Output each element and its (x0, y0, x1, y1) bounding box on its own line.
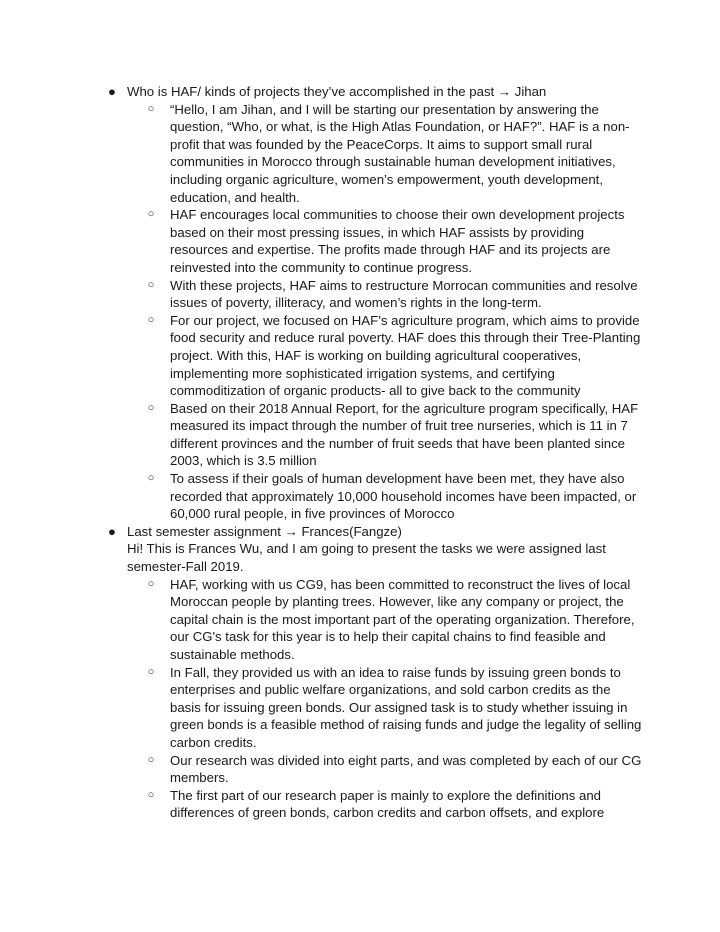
list-item (0, 277, 645, 312)
heading-text: Who is HAF/ kinds of projects they’ve accomplished in the past → Jihan (127, 84, 547, 99)
hollow-bullet-icon: ○ (147, 472, 155, 485)
list-item-text: To assess if their goals of human development have been met, they have also recorded that approximately 10,000 household incomes have been impacted, or 60,000 rural people, in five provinces of Morocco (170, 471, 637, 522)
hollow-bullet-icon: ○ (147, 208, 155, 221)
list-item-text: With these projects, HAF aims to restructure Morrocan communities and resolve issues of poverty, illiteracy, and women’s rights in the long-term. (170, 277, 638, 311)
filled-bullet-icon: ● (108, 523, 116, 539)
hollow-bullet-icon: ○ (147, 753, 155, 766)
list-item-text: In Fall, they provided us with an idea to raise funds by issuing green bonds to enterprises and public welfare organizations, and sold carbon credits as the basis for issuing green bonds. Our assigned task is to study whether issuing in green bonds is a feasible method of raising funds and judge the legality of selling carbon credits. (170, 664, 642, 750)
list-item (0, 576, 645, 664)
hollow-bullet-icon: ○ (147, 788, 155, 801)
list-item (0, 101, 645, 207)
hollow-bullet-icon: ○ (147, 577, 155, 590)
list-item-text: For our project, we focused on HAF’s agriculture program, which aims to provide food security and reduce rural poverty. HAF does this through their Tree-Planting project. With this, HAF is working on building agricultural cooperatives, implementing more sophisticated irrigation systems, and certifying commoditization of organic products- all to give back to the community (170, 312, 641, 399)
hollow-bullet-icon: ○ (147, 313, 155, 326)
hollow-bullet-icon: ○ (147, 102, 155, 115)
list-item (0, 787, 645, 822)
hollow-bullet-icon: ○ (147, 665, 155, 678)
list-item (0, 664, 645, 752)
list-item-text: HAF encourages local communities to choose their own development projects based on their most pressing issues, in which HAF assists by providing resources and expertise. The profits made through HAF and its projects are reinvested into the community to continue progress. (170, 207, 625, 275)
section-heading-haf (0, 83, 647, 101)
document-body (0, 83, 720, 822)
list-item-text: The first part of our research paper is mainly to explore the definitions and differences of green bonds, carbon credits and carbon offsets, and explore (170, 787, 605, 821)
list-item (0, 470, 645, 523)
heading-text: Last semester assignment → Frances(Fangze) (127, 523, 402, 539)
list-item (0, 312, 645, 400)
intro-text: Hi! This is Frances Wu, and I am going to present the tasks we were assigned last semester-Fall 2019. (127, 541, 606, 575)
list-item (0, 206, 645, 276)
section-intro (0, 540, 627, 575)
list-item-text: Our research was divided into eight parts, and was completed by each of our CG members. (170, 752, 642, 786)
hollow-bullet-icon: ○ (147, 401, 155, 414)
list-item-text: Based on their 2018 Annual Report, for the agriculture program specifically, HAF measured its impact through the number of fruit tree nurseries, which is 11 in 7 different provinces and the number of fruit seeds that have been planted since 2003, which is 3.5 million (170, 400, 639, 469)
list-item-text: “Hello, I am Jihan, and I will be starting our presentation by answering the question, “Who, or what, is the High Atlas Foundation, or HAF?”. HAF is a non-profit that was founded by the PeaceCorps. It aims to support small rural communities in Morocco through sustainable human development initiatives, including organic agriculture, women’s empowerment, youth development, education, and health. (170, 101, 630, 205)
list-item (0, 400, 645, 470)
list-item-text: HAF, working with us CG9, has been committed to reconstruct the lives of local Moroccan people by planting trees. However, like any company or project, the capital chain is the most important part of the operating organization. Therefore, our CG's task for this year is to help their capital chains to find feasible and sustainable methods. (170, 576, 635, 662)
hollow-bullet-icon: ○ (147, 278, 155, 291)
list-item (0, 752, 645, 787)
section-heading-last-semester (0, 523, 647, 541)
filled-bullet-icon: ● (108, 84, 116, 99)
